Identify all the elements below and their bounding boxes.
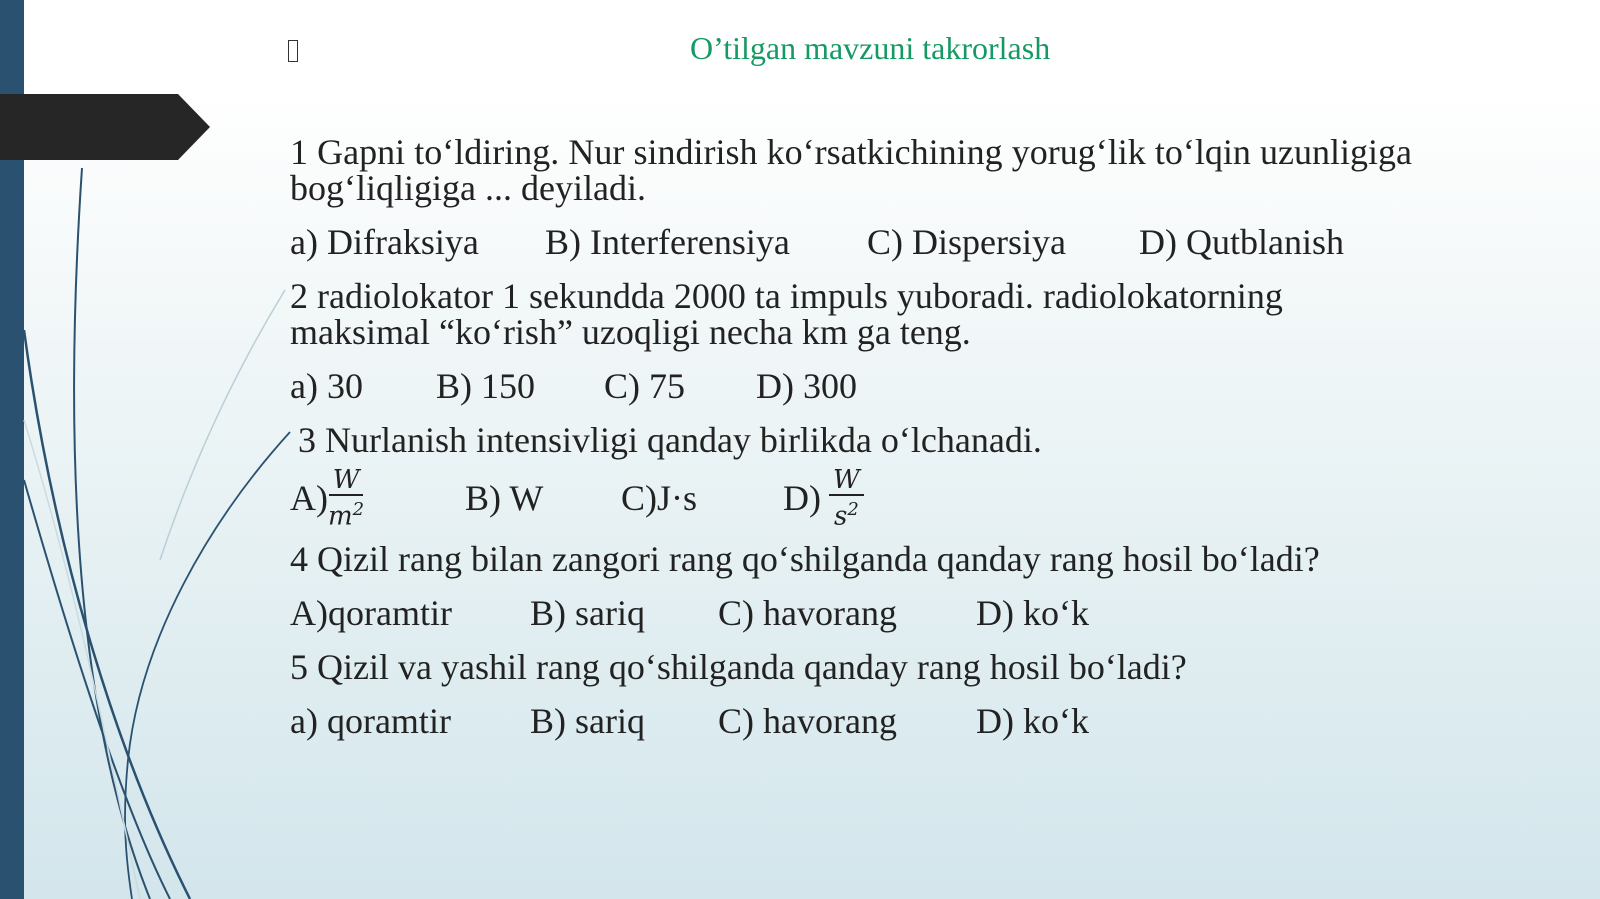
question-5-text: 5 Qizil va yashil rang qo‘shilganda qanday rang hosil bo‘ladi? bbox=[290, 646, 1187, 687]
option-a: a) qoramtir bbox=[290, 700, 451, 741]
option-d-prefix: D) bbox=[783, 478, 821, 519]
fraction-numerator: W bbox=[329, 466, 364, 496]
option-b: B) W bbox=[465, 478, 544, 519]
question-4-options bbox=[290, 592, 1412, 633]
fraction-denominator: $s^2$ bbox=[833, 499, 859, 532]
option-a: a) 30 bbox=[290, 366, 363, 406]
option-b: B) 150 bbox=[436, 366, 535, 406]
option-d: D) 300 bbox=[756, 366, 857, 406]
option-d bbox=[783, 466, 864, 531]
unit-fraction bbox=[829, 466, 864, 531]
option-c: C) havorang bbox=[718, 700, 897, 741]
option-c: C) 75 bbox=[604, 366, 685, 406]
option-b: B) sariq bbox=[530, 592, 645, 633]
option-b: B) sariq bbox=[530, 700, 645, 741]
option-a-prefix: A) bbox=[290, 478, 328, 519]
question-5-options bbox=[290, 700, 1412, 741]
option-a: a) Difraksiya bbox=[290, 222, 479, 262]
option-b: B) Interferensiya bbox=[545, 222, 790, 262]
question-2-options bbox=[290, 368, 1412, 404]
fraction-numerator: W bbox=[829, 466, 864, 496]
option-d: D) ko‘k bbox=[976, 592, 1089, 633]
question-1-options bbox=[290, 224, 1412, 260]
decorative-curves bbox=[0, 0, 320, 899]
fraction-denominator: $m^2$ bbox=[328, 499, 365, 532]
option-d: D) ko‘k bbox=[976, 700, 1089, 741]
unit-fraction bbox=[328, 466, 364, 531]
option-c: C) Dispersiya bbox=[867, 222, 1066, 262]
question-4-text: 4 Qizil rang bilan zangori rang qo‘shilganda qanday rang hosil bo‘ladi? bbox=[290, 538, 1320, 579]
option-d: D) Qutblanish bbox=[1139, 222, 1344, 262]
placeholder-box-icon bbox=[288, 40, 298, 62]
option-c: C)J·s bbox=[621, 478, 698, 519]
option-c: C) havorang bbox=[718, 592, 897, 633]
question-2-text: 2 radiolokator 1 sekundda 2000 ta impuls yuboradi. radiolokatorning maksimal “ko‘rish” uzoqligi necha km ga teng. bbox=[290, 276, 1283, 352]
option-a: A)qoramtir bbox=[290, 592, 452, 633]
question-1-text: 1 Gapni to‘ldiring. Nur sindirish ko‘rsatkichining yorug‘lik to‘lqin uzunligiga bog‘liqligiga ... deyiladi. bbox=[290, 132, 1412, 208]
option-a bbox=[290, 466, 465, 531]
question-3-text: 3 Nurlanish intensivligi qanday birlikda o‘lchanadi. bbox=[298, 420, 1042, 460]
question-list bbox=[290, 134, 1412, 739]
slide-title: O’tilgan mavzuni takrorlash bbox=[690, 30, 1051, 66]
question-3-options bbox=[290, 466, 1412, 531]
